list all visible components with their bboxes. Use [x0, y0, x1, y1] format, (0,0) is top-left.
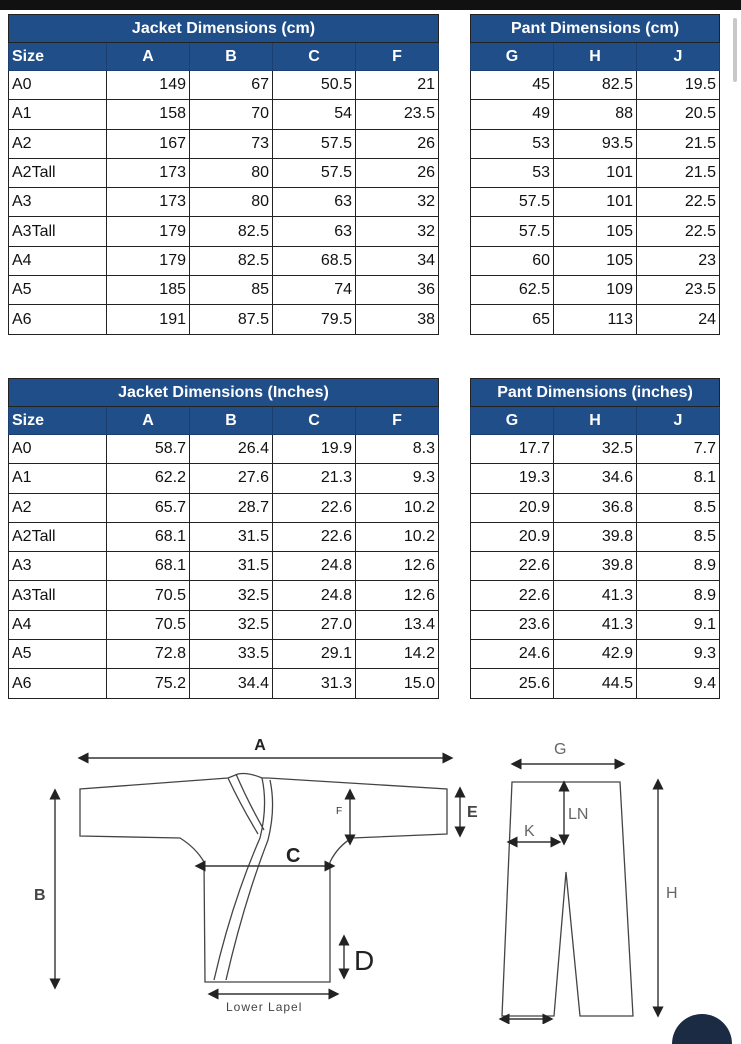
size-cell: A3 — [9, 188, 107, 217]
value-cell: 53 — [471, 158, 554, 187]
value-cell: 8.5 — [637, 522, 720, 551]
table-row — [9, 493, 439, 522]
table-row — [9, 464, 439, 493]
table-row — [9, 435, 439, 464]
size-cell: A2Tall — [9, 158, 107, 187]
size-cell: A5 — [9, 276, 107, 305]
table-row — [471, 100, 720, 129]
table-row — [471, 435, 720, 464]
value-cell: 19.9 — [273, 435, 356, 464]
size-cell: A4 — [9, 246, 107, 275]
value-cell: 21.5 — [637, 158, 720, 187]
value-cell: 25.6 — [471, 669, 554, 698]
value-cell: 9.3 — [637, 640, 720, 669]
size-cell: A0 — [9, 435, 107, 464]
table-row — [9, 129, 439, 158]
value-cell: 101 — [554, 158, 637, 187]
value-cell: 23.5 — [637, 276, 720, 305]
value-cell: 24.8 — [273, 552, 356, 581]
value-cell: 41.3 — [554, 610, 637, 639]
value-cell: 45 — [471, 71, 554, 100]
value-cell: 54 — [273, 100, 356, 129]
value-cell: 20.5 — [637, 100, 720, 129]
value-cell: 57.5 — [471, 188, 554, 217]
value-cell: 70.5 — [107, 581, 190, 610]
value-cell: 31.5 — [190, 522, 273, 551]
size-cell: A1 — [9, 100, 107, 129]
measurement-diagram — [0, 722, 741, 1024]
value-cell: 62.2 — [107, 464, 190, 493]
label-g: G — [554, 741, 567, 758]
label-d: D — [354, 945, 375, 976]
value-cell: 36.8 — [554, 493, 637, 522]
table-row — [9, 158, 439, 187]
value-cell: 24 — [637, 305, 720, 334]
value-cell: 42.9 — [554, 640, 637, 669]
value-cell: 22.6 — [471, 552, 554, 581]
top-status-bar — [0, 0, 741, 10]
value-cell: 32 — [356, 188, 439, 217]
value-cell: 74 — [273, 276, 356, 305]
value-cell: 34 — [356, 246, 439, 275]
value-cell: 8.9 — [637, 552, 720, 581]
table-row — [9, 246, 439, 275]
column-header-b: B — [190, 407, 273, 435]
value-cell: 44.5 — [554, 669, 637, 698]
value-cell: 14.2 — [356, 640, 439, 669]
table-row — [471, 71, 720, 100]
table-row — [471, 246, 720, 275]
value-cell: 9.1 — [637, 610, 720, 639]
value-cell: 65.7 — [107, 493, 190, 522]
table-body — [471, 435, 720, 699]
value-cell: 63 — [273, 217, 356, 246]
label-h: H — [666, 885, 678, 902]
table-title: Jacket Dimensions (cm) — [9, 15, 439, 43]
value-cell: 21 — [356, 71, 439, 100]
column-header-c: C — [273, 43, 356, 71]
size-cell: A1 — [9, 464, 107, 493]
column-header-f: F — [356, 407, 439, 435]
pant-dimensions-inches-table — [470, 378, 720, 699]
value-cell: 22.6 — [273, 493, 356, 522]
table-title: Pant Dimensions (inches) — [471, 379, 720, 407]
value-cell: 80 — [190, 158, 273, 187]
table-row — [471, 581, 720, 610]
value-cell: 72.8 — [107, 640, 190, 669]
value-cell: 26.4 — [190, 435, 273, 464]
value-cell: 179 — [107, 246, 190, 275]
size-cell: A3Tall — [9, 581, 107, 610]
value-cell: 82.5 — [190, 217, 273, 246]
size-cell: A6 — [9, 305, 107, 334]
label-e: E — [467, 804, 478, 821]
size-cell: A4 — [9, 610, 107, 639]
value-cell: 113 — [554, 305, 637, 334]
value-cell: 58.7 — [107, 435, 190, 464]
table-row — [471, 640, 720, 669]
value-cell: 29.1 — [273, 640, 356, 669]
table-row — [471, 493, 720, 522]
value-cell: 70.5 — [107, 610, 190, 639]
size-cell: A2Tall — [9, 522, 107, 551]
value-cell: 68.1 — [107, 522, 190, 551]
value-cell: 41.3 — [554, 581, 637, 610]
column-header-size: Size — [9, 407, 107, 435]
value-cell: 68.5 — [273, 246, 356, 275]
pant-dimensions-cm-table — [470, 14, 720, 335]
value-cell: 21.3 — [273, 464, 356, 493]
column-header-h: H — [554, 407, 637, 435]
value-cell: 82.5 — [190, 246, 273, 275]
table-row — [9, 305, 439, 334]
size-cell: A5 — [9, 640, 107, 669]
value-cell: 8.9 — [637, 581, 720, 610]
value-cell: 33.5 — [190, 640, 273, 669]
value-cell: 109 — [554, 276, 637, 305]
value-cell: 22.5 — [637, 188, 720, 217]
value-cell: 34.6 — [554, 464, 637, 493]
table-row — [471, 158, 720, 187]
value-cell: 85 — [190, 276, 273, 305]
value-cell: 31.5 — [190, 552, 273, 581]
value-cell: 39.8 — [554, 552, 637, 581]
scrollbar[interactable] — [733, 18, 737, 82]
size-cell: A2 — [9, 129, 107, 158]
label-c: C — [286, 845, 301, 867]
value-cell: 32.5 — [190, 610, 273, 639]
value-cell: 27.6 — [190, 464, 273, 493]
column-header-b: B — [190, 43, 273, 71]
size-cell: A0 — [9, 71, 107, 100]
size-cell: A6 — [9, 669, 107, 698]
jacket-dimensions-cm-table — [8, 14, 439, 335]
value-cell: 67 — [190, 71, 273, 100]
value-cell: 23.5 — [356, 100, 439, 129]
size-cell: A2 — [9, 493, 107, 522]
column-header-size: Size — [9, 43, 107, 71]
table-row — [471, 610, 720, 639]
table-row — [9, 71, 439, 100]
size-cell: A3 — [9, 552, 107, 581]
label-f: F — [336, 806, 343, 817]
column-header-g: G — [471, 43, 554, 71]
column-header-h: H — [554, 43, 637, 71]
table-row — [9, 640, 439, 669]
table-row — [471, 217, 720, 246]
column-header-g: G — [471, 407, 554, 435]
label-lower-lapel: Lower Lapel — [226, 1000, 303, 1014]
value-cell: 20.9 — [471, 493, 554, 522]
value-cell: 101 — [554, 188, 637, 217]
value-cell: 149 — [107, 71, 190, 100]
value-cell: 82.5 — [554, 71, 637, 100]
value-cell: 31.3 — [273, 669, 356, 698]
value-cell: 105 — [554, 246, 637, 275]
value-cell: 65 — [471, 305, 554, 334]
value-cell: 185 — [107, 276, 190, 305]
value-cell: 173 — [107, 188, 190, 217]
value-cell: 70 — [190, 100, 273, 129]
value-cell: 10.2 — [356, 522, 439, 551]
value-cell: 50.5 — [273, 71, 356, 100]
value-cell: 105 — [554, 217, 637, 246]
value-cell: 12.6 — [356, 581, 439, 610]
table-row — [471, 305, 720, 334]
value-cell: 9.4 — [637, 669, 720, 698]
value-cell: 17.7 — [471, 435, 554, 464]
value-cell: 57.5 — [471, 217, 554, 246]
label-b: B — [34, 887, 46, 904]
value-cell: 88 — [554, 100, 637, 129]
value-cell: 49 — [471, 100, 554, 129]
column-header-a: A — [107, 407, 190, 435]
value-cell: 179 — [107, 217, 190, 246]
value-cell: 57.5 — [273, 158, 356, 187]
value-cell: 93.5 — [554, 129, 637, 158]
value-cell: 9.3 — [356, 464, 439, 493]
value-cell: 28.7 — [190, 493, 273, 522]
table-row — [9, 217, 439, 246]
jacket-outline — [80, 774, 447, 983]
table-row — [9, 100, 439, 129]
table-row — [471, 669, 720, 698]
value-cell: 27.0 — [273, 610, 356, 639]
table-body — [9, 71, 439, 335]
value-cell: 38 — [356, 305, 439, 334]
value-cell: 75.2 — [107, 669, 190, 698]
value-cell: 79.5 — [273, 305, 356, 334]
table-row — [9, 669, 439, 698]
label-k: K — [524, 823, 535, 840]
value-cell: 24.8 — [273, 581, 356, 610]
value-cell: 62.5 — [471, 276, 554, 305]
size-cell: A3Tall — [9, 217, 107, 246]
value-cell: 22.6 — [273, 522, 356, 551]
value-cell: 34.4 — [190, 669, 273, 698]
table-body — [471, 71, 720, 335]
jacket-dimensions-inches-table — [8, 378, 439, 699]
table-row — [9, 522, 439, 551]
table-title: Jacket Dimensions (Inches) — [9, 379, 439, 407]
value-cell: 158 — [107, 100, 190, 129]
table-row — [9, 552, 439, 581]
value-cell: 68.1 — [107, 552, 190, 581]
value-cell: 167 — [107, 129, 190, 158]
label-a: A — [254, 737, 266, 754]
value-cell: 8.3 — [356, 435, 439, 464]
table-row — [471, 188, 720, 217]
table-row — [471, 552, 720, 581]
table-title: Pant Dimensions (cm) — [471, 15, 720, 43]
table-body — [9, 435, 439, 699]
column-header-a: A — [107, 43, 190, 71]
table-row — [9, 188, 439, 217]
value-cell: 8.5 — [637, 493, 720, 522]
value-cell: 20.9 — [471, 522, 554, 551]
value-cell: 26 — [356, 158, 439, 187]
table-row — [471, 276, 720, 305]
value-cell: 36 — [356, 276, 439, 305]
value-cell: 13.4 — [356, 610, 439, 639]
value-cell: 12.6 — [356, 552, 439, 581]
value-cell: 191 — [107, 305, 190, 334]
column-header-j: J — [637, 43, 720, 71]
value-cell: 63 — [273, 188, 356, 217]
value-cell: 21.5 — [637, 129, 720, 158]
value-cell: 80 — [190, 188, 273, 217]
value-cell: 173 — [107, 158, 190, 187]
value-cell: 22.6 — [471, 581, 554, 610]
value-cell: 23.6 — [471, 610, 554, 639]
value-cell: 22.5 — [637, 217, 720, 246]
value-cell: 32 — [356, 217, 439, 246]
table-row — [9, 610, 439, 639]
value-cell: 10.2 — [356, 493, 439, 522]
column-header-f: F — [356, 43, 439, 71]
value-cell: 32.5 — [554, 435, 637, 464]
value-cell: 32.5 — [190, 581, 273, 610]
value-cell: 19.3 — [471, 464, 554, 493]
column-header-c: C — [273, 407, 356, 435]
table-row — [471, 522, 720, 551]
value-cell: 23 — [637, 246, 720, 275]
value-cell: 39.8 — [554, 522, 637, 551]
value-cell: 24.6 — [471, 640, 554, 669]
value-cell: 8.1 — [637, 464, 720, 493]
table-row — [471, 129, 720, 158]
label-ln: LN — [568, 806, 589, 823]
value-cell: 26 — [356, 129, 439, 158]
value-cell: 7.7 — [637, 435, 720, 464]
value-cell: 60 — [471, 246, 554, 275]
table-row — [9, 276, 439, 305]
value-cell: 15.0 — [356, 669, 439, 698]
value-cell: 87.5 — [190, 305, 273, 334]
value-cell: 19.5 — [637, 71, 720, 100]
column-header-j: J — [637, 407, 720, 435]
value-cell: 57.5 — [273, 129, 356, 158]
table-row — [471, 464, 720, 493]
table-row — [9, 581, 439, 610]
value-cell: 73 — [190, 129, 273, 158]
value-cell: 53 — [471, 129, 554, 158]
